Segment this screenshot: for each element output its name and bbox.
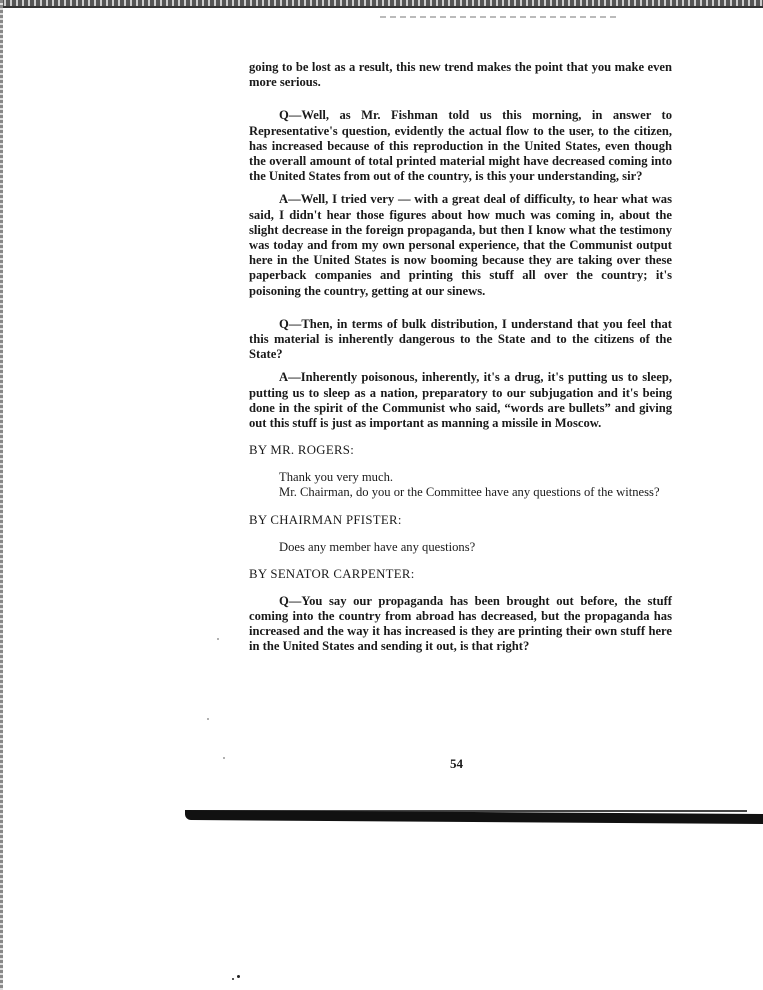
answer-paragraph: A—Well, I tried very — with a great deal of difficulty, to hear what was said, I didn't hear those figures about how much was coming in, about the slight decrease in the foreign propaganda, but then I know what the testimony was today and from my own personal experience, that the Communist output here in the United States is now booming because they are taking over these paperback companies and printing this stuff all over the country; it's poisoning the country, getting at our sinews. [249,192,672,298]
scan-speck [232,978,234,980]
question-paragraph: Q—Well, as Mr. Fishman told us this morning, in answer to Representative's question, evidently the actual flow to the user, to the citizen, has increased because of this reproduction in the United States, even though the overall amount of total printed material might have decreased coming into the United States from out of the country, is this your understanding, sir? [249,108,672,184]
transcript-body [249,60,672,655]
scan-smudge [380,16,620,18]
speaker-heading-rogers: BY MR. ROGERS: [249,443,355,458]
carpenter-question: Q—You say our propaganda has been brought out before, the stuff coming into the country from abroad has decreased, but the propaganda has increased and the way it has increased is they are printing their own stuff here in the United States and sending it out, is that right? [249,593,672,654]
scan-speck [237,975,240,978]
paragraph-continuation: going to be lost as a result, this new trend makes the point that you make even more serious. [249,60,672,90]
rogers-thanks: Thank you very much. [279,470,394,485]
left-scan-edge [0,0,3,990]
rogers-question: Mr. Chairman, do you or the Committee have any questions of the witness? [279,485,660,500]
pfister-question: Does any member have any questions? [279,539,476,554]
top-border-rule [0,0,763,8]
question-paragraph: Q—Then, in terms of bulk distribution, I understand that you feel that this material is inherently dangerous to the State and to the citizens of the State? [249,316,672,362]
page-number: 54 [450,756,463,771]
scan-speck [207,718,209,720]
scan-speck [223,757,225,759]
speaker-heading-pfister: BY CHAIRMAN PFISTER: [249,512,402,527]
speaker-heading-carpenter: BY SENATOR CARPENTER: [249,566,415,581]
answer-paragraph: A—Inherently poisonous, inherently, it's a drug, it's putting us to sleep, putting us to sleep as a nation, preparatory to our subjugation and it's being done in the spirit of the Communist who said, “words are bullets” and giving out this stuff is just as important as manning a missile in Moscow. [249,370,672,431]
scan-speck [217,638,219,640]
bottom-rule [185,810,763,824]
